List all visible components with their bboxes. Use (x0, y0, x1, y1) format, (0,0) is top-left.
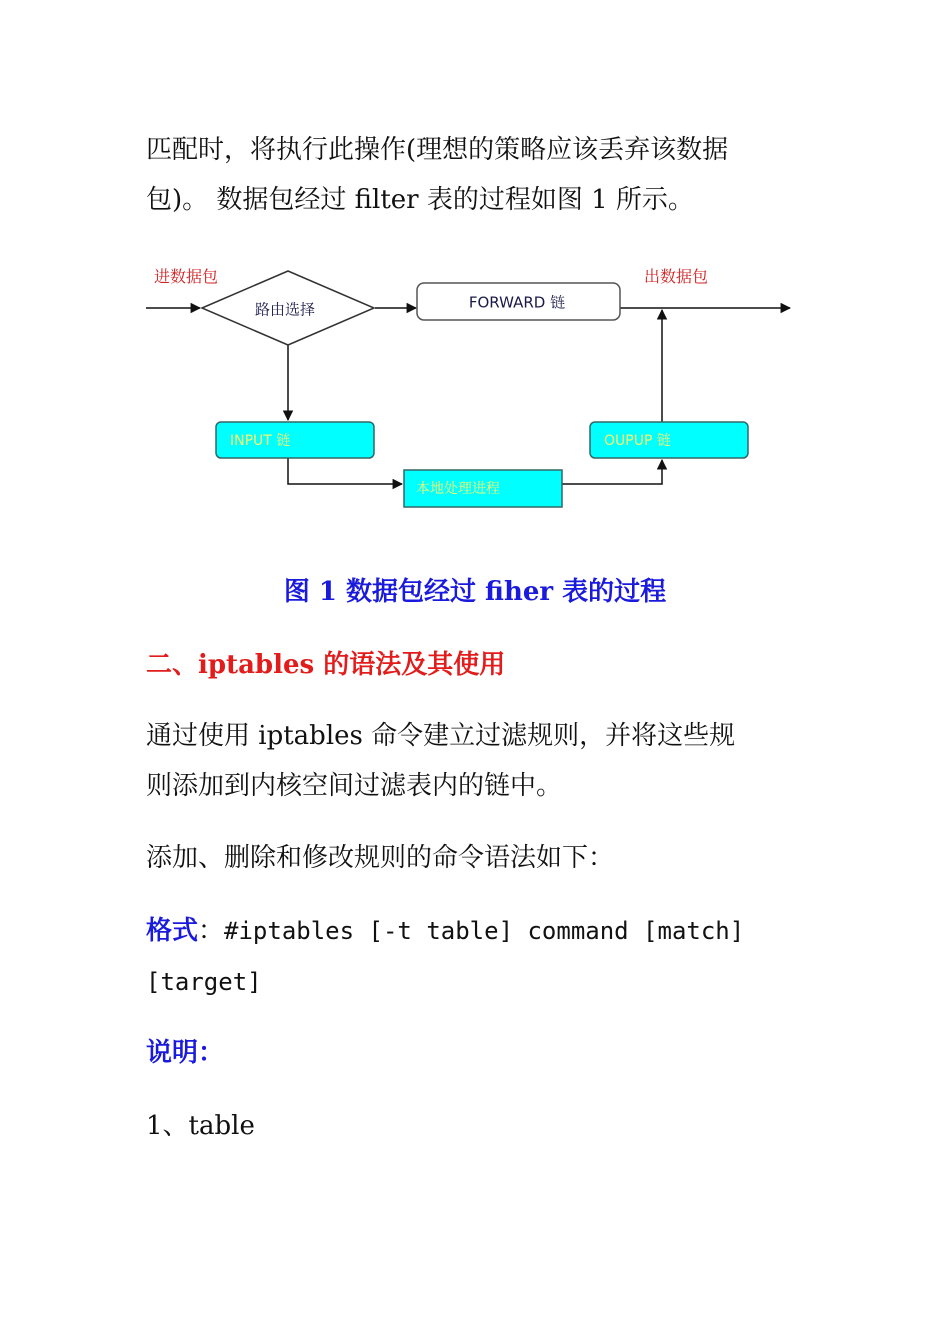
para2: 添加、删除和修改规则的命令语法如下： (146, 843, 615, 873)
filter-flow-diagram (0, 250, 950, 530)
intro-line-2: 包)。 数据包经过 filter 表的过程如图 1 所示。 (146, 185, 694, 215)
routing-label: 路由选择 (254, 300, 316, 319)
note-label: 说明： (146, 1038, 225, 1068)
arrow-local-output (562, 460, 662, 484)
forward-chain-label: FORWARD 链 (468, 293, 566, 312)
arrow-input-local (288, 458, 402, 484)
para1-line-2: 则添加到内核空间过滤表内的链中。 (146, 771, 563, 801)
para1-line-1: 通过使用 iptables 命令建立过滤规则，并将这些规 (146, 721, 736, 751)
intro-line-1: 匹配时，将执行此操作(理想的策略应该丢弃该数据 (146, 135, 729, 165)
in-packet-label: 进数据包 (154, 267, 219, 286)
format-command: #iptables [-t table] command [match] (224, 917, 745, 945)
out-packet-label: 出数据包 (644, 267, 709, 286)
figure-caption: 图 1 数据包经过 fiher 表的过程 (283, 577, 667, 607)
item-1: 1、table (146, 1111, 255, 1141)
format-line (146, 915, 744, 947)
format-colon: ： (198, 916, 225, 946)
format-command-cont: [target] (146, 968, 262, 996)
section-heading: 二、iptables 的语法及其使用 (146, 650, 506, 680)
format-label: 格式 (146, 916, 199, 946)
local-process-label: 本地处理进程 (416, 481, 500, 497)
output-chain-label: OUPUP 链 (604, 433, 671, 449)
input-chain-label: INPUT 链 (230, 433, 291, 449)
